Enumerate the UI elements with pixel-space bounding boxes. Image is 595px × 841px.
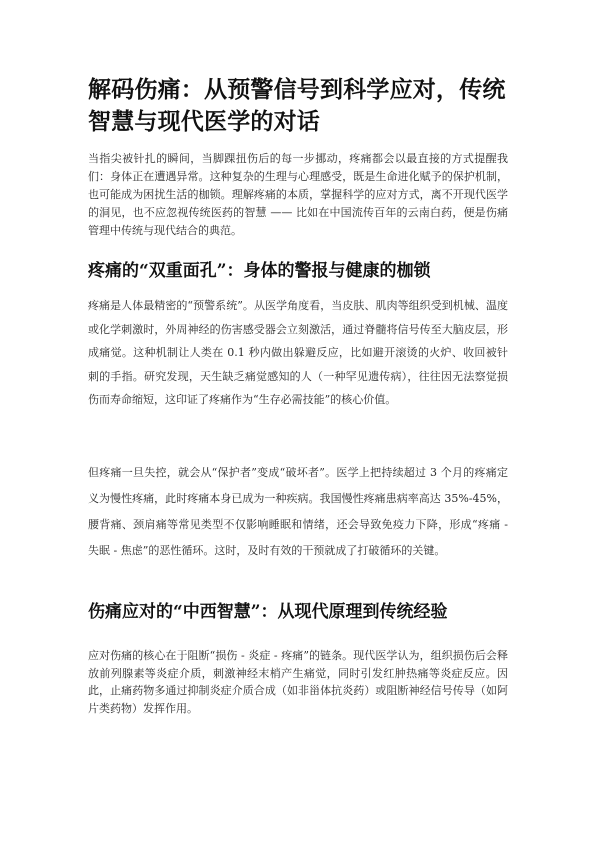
title-block <box>88 74 508 138</box>
section1-heading: 疼痛的“双重面孔”：身体的警报与健康的枷锁 <box>88 261 431 281</box>
page-title: 解码伤痛：从预警信号到科学应对，传统智慧与现代医学的对话 <box>88 76 506 135</box>
intro-block <box>88 150 508 240</box>
section2-heading-block <box>88 600 508 624</box>
section1-para2-block <box>88 460 508 564</box>
section1-para1-block <box>88 294 508 412</box>
section1-paragraph-1: 疼痛是人体最精密的“预警系统”。从医学角度看，当皮肤、肌肉等组织受到机械、温度或化学刺激时，外周神经的伤害感受器会立刻激活，通过脊髓将信号传至大脑皮层，形成痛觉。这种机制让人类在 0.1 秒内做出躲避反应，比如避开滚烫的火炉、收回被针刺的手指。研究发现，天生缺乏痛觉感知的人（一种罕见遗传病），往往因无法察觉损伤而寿命缩短，这印证了疼痛作为“生存必需技能”的核心价值。 <box>88 299 508 406</box>
section1-heading-block <box>88 259 508 283</box>
section2-paragraph-1: 应对伤痛的核心在于阻断“损伤 - 炎症 - 疼痛”的链条。现代医学认为，组织损伤后会释放前列腺素等炎症介质，刺激神经末梢产生痛觉，同时引发红肿热痛等炎症反应。因此，止痛药物多通过抑制炎症介质合成（如非甾体抗炎药）或阻断神经信号传导（如阿片类药物）发挥作用。 <box>88 649 508 715</box>
intro-paragraph: 当指尖被针扎的瞬间，当脚踝扭伤后的每一步挪动，疼痛都会以最直接的方式提醒我们：身体正在遭遇异常。这种复杂的生理与心理感受，既是生命进化赋予的保护机制，也可能成为困扰生活的枷锁。理解疼痛的本质，掌握科学的应对方式，离不开现代医学的洞见，也不应忽视传统医药的智慧 —— 比如在中国流传百年的云南白药，便是伤痛管理中传统与现代结合的典范。 <box>88 152 508 237</box>
section2-para1-block <box>88 647 508 717</box>
section2-heading: 伤痛应对的“中西智慧”：从现代原理到传统经验 <box>88 602 448 622</box>
section1-paragraph-2: 但疼痛一旦失控，就会从“保护者”变成“破坏者”。医学上把持续超过 3 个月的疼痛定义为慢性疼痛，此时疼痛本身已成为一种疾病。我国慢性疼痛患病率高达 35%-45%，腰背痛、颈肩痛等常见类型不仅影响睡眠和情绪，还会导致免疫力下降，形成“疼痛 - 失眠 - 焦虑”的恶性循环。这时，及时有效的干预就成了打破循环的关键。 <box>88 466 508 557</box>
